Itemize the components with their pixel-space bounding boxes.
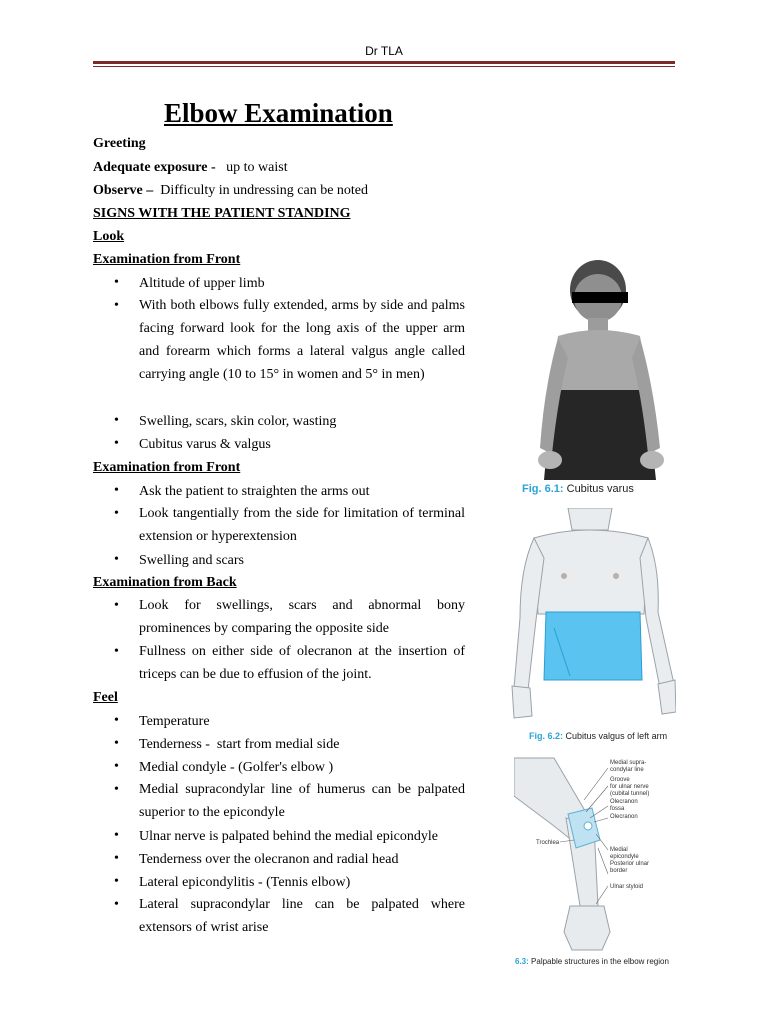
list-item: Temperature — [139, 714, 210, 729]
header-rule-thick — [93, 61, 675, 64]
list-item: Cubitus varus & valgus — [139, 437, 271, 452]
list-item: Swelling, scars, skin color, wasting — [139, 414, 337, 429]
label-medial-epicondyle: Medial — [610, 847, 628, 853]
label-olecranon-fossa: Olecranon — [610, 799, 638, 805]
cubitus-varus-photo — [536, 258, 676, 480]
observe-label: Observe – — [93, 183, 154, 198]
label-posterior-ulnar-border: Posterior ulnar — [610, 861, 650, 867]
fig1-text: Cubitus varus — [566, 483, 634, 495]
bullet-icon: • — [114, 436, 119, 451]
feel-heading: Feel — [93, 690, 118, 705]
list-item: Ask the patient to straighten the arms out — [139, 484, 370, 499]
look-heading: Look — [93, 229, 125, 244]
list-item: Lateral supracondylar line can be palpated where extensors of wrist arise — [139, 897, 465, 935]
list-item: Fullness on either side of olecranon at the insertion of triceps can be due to effusion of the joint. — [139, 644, 465, 682]
bullet-icon: • — [114, 897, 119, 912]
bullet-icon: • — [114, 413, 119, 428]
greeting-label: Greeting — [93, 136, 146, 151]
palpable-structures-illustration — [514, 756, 676, 954]
fig2-caption — [529, 731, 667, 741]
label-ulnar-groove: for ulnar nerve — [610, 784, 649, 790]
fig3-caption — [515, 957, 669, 966]
label-ulnar-styloid: Ulnar styloid — [610, 884, 644, 890]
section-standing-heading: SIGNS WITH THE PATIENT STANDING — [93, 206, 351, 221]
fig2-label: Fig. 6.2: — [529, 731, 564, 741]
label-ulnar-groove: (cubital tunnel) — [610, 791, 650, 797]
bullet-icon: • — [114, 552, 119, 567]
label-medial-epicondyle: epicondyle — [610, 854, 639, 860]
list-item: With both elbows fully extended, arms by side and palms facing forward look for the long axis of the upper arm and forearm which forms a lateral valgus angle called carrying angle (10 to 15° in women and 5° in men) — [139, 298, 465, 382]
list-item: Swelling and scars — [139, 553, 244, 568]
back-heading: Examination from Back — [93, 575, 237, 590]
bullet-icon: • — [114, 483, 119, 498]
front1-heading: Examination from Front — [93, 252, 241, 267]
fig2-text: Cubitus valgus of left arm — [565, 731, 668, 741]
header-rule-thin — [93, 66, 675, 67]
fig1-caption — [522, 483, 634, 495]
list-item: Medial condyle - (Golfer's elbow ) — [139, 760, 334, 775]
cubitus-valgus-illustration — [508, 508, 676, 726]
bullet-icon: • — [114, 506, 119, 521]
bullet-icon: • — [114, 874, 119, 889]
list-item: Ulnar nerve is palpated behind the medial epicondyle — [139, 829, 438, 844]
list-item: Tenderness - start from medial side — [139, 737, 340, 752]
list-item: Look tangentially from the side for limitation of terminal extension or hyperextension — [139, 506, 465, 544]
bullet-icon: • — [114, 598, 119, 613]
bullet-icon: • — [114, 828, 119, 843]
observe-line — [93, 182, 368, 200]
label-olecranon-fossa: fossa — [610, 806, 625, 812]
label-trochlea: Trochlea — [536, 840, 560, 846]
label-medial-supracondylar: condylar line — [610, 767, 644, 773]
label-olecranon: Olecranon — [610, 814, 638, 820]
bullet-icon: • — [114, 713, 119, 728]
bullet-icon: • — [114, 782, 119, 797]
fig1-label: Fig. 6.1: — [522, 483, 564, 495]
front2-heading: Examination from Front — [93, 460, 241, 475]
list-item: Altitude of upper limb — [139, 276, 265, 291]
exposure-label: Adequate exposure - — [93, 160, 216, 175]
bullet-icon: • — [114, 298, 119, 313]
bullet-icon: • — [114, 851, 119, 866]
bullet-icon: • — [114, 644, 119, 659]
label-posterior-ulnar-border: border — [610, 868, 628, 874]
fig3-label: 6.3: — [515, 957, 529, 966]
bullet-icon: • — [114, 736, 119, 751]
list-item: Medial supracondylar line of humerus can be palpated superior to the epicondyle — [139, 782, 465, 820]
label-medial-supracondylar: Medial supra- — [610, 760, 647, 766]
page-title: Elbow Examination — [164, 98, 393, 128]
list-item: Tenderness over the olecranon and radial head — [139, 852, 399, 867]
bullet-icon: • — [114, 759, 119, 774]
fig3-text: Palpable structures in the elbow region — [531, 957, 669, 966]
observe-value: Difficulty in undressing can be noted — [160, 183, 369, 198]
exposure-line — [93, 159, 288, 177]
page-header: Dr TLA — [365, 44, 403, 58]
list-item: Look for swellings, scars and abnormal bony prominences by comparing the opposite side — [139, 598, 465, 636]
label-ulnar-groove: Groove — [610, 777, 630, 783]
list-item: Lateral epicondylitis - (Tennis elbow) — [139, 875, 351, 890]
exposure-value: up to waist — [226, 160, 288, 175]
bullet-icon: • — [114, 275, 119, 290]
